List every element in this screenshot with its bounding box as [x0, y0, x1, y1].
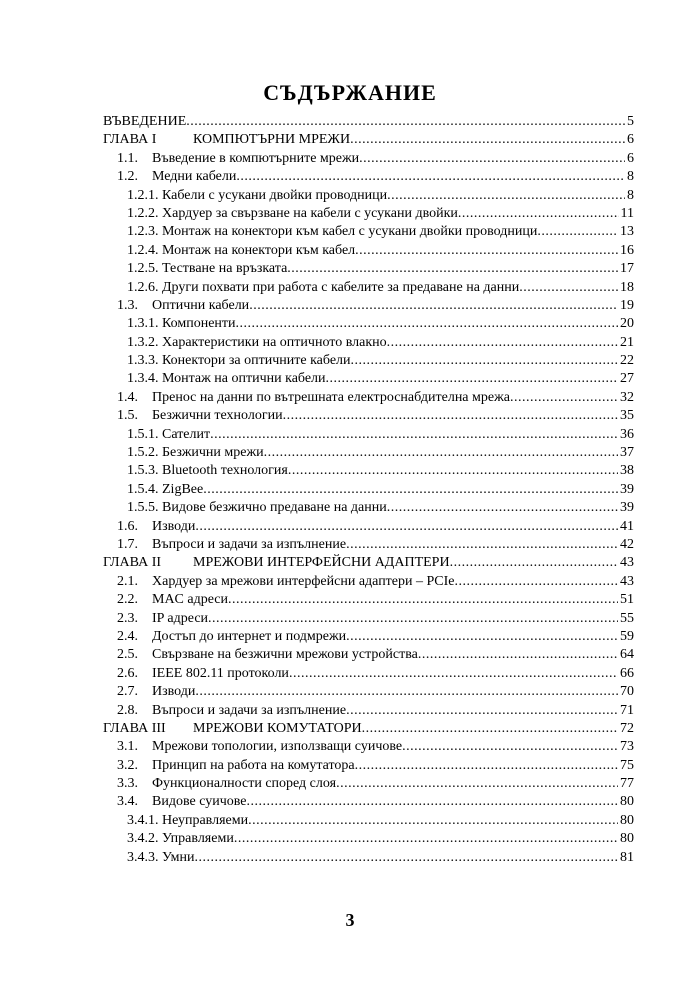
toc-entry-title [117, 738, 634, 756]
toc-entry-text: Въпроси и задачи за изпълнение [152, 702, 347, 718]
toc-entry[interactable] [100, 591, 634, 609]
toc-entry-title [127, 260, 634, 278]
toc-entry[interactable] [100, 610, 634, 628]
toc-entry-number: 1.7. [117, 536, 138, 552]
toc-entry-title [117, 665, 634, 683]
toc-entry-text: ВЪВЕДЕНИЕ [103, 114, 187, 129]
toc-entry-title [127, 352, 634, 370]
toc-entry-text: Тестване на връзката [162, 261, 288, 277]
toc-entry-title [117, 407, 634, 425]
toc-entry-number: 3.4.3. [127, 849, 159, 865]
toc-entry[interactable] [100, 812, 634, 830]
toc-entry-number: 2.7. [117, 684, 138, 700]
toc-entry-page: 39 [618, 499, 634, 517]
toc-entry-page: 20 [618, 315, 634, 333]
toc-entry-page: 72 [618, 720, 634, 738]
toc-entry-title [127, 481, 634, 499]
toc-entry-title [117, 775, 634, 793]
toc-entry-page: 70 [618, 683, 634, 701]
toc-entry-title [127, 334, 634, 352]
toc-entry[interactable] [100, 830, 634, 848]
toc-entry[interactable] [100, 168, 634, 186]
toc-entry[interactable] [100, 297, 634, 315]
toc-entry-number: 2.2. [117, 592, 138, 608]
toc-entry-title [117, 389, 634, 407]
toc-entry-page: 43 [618, 573, 634, 591]
toc-entry-title [127, 830, 634, 848]
toc-entry-title [117, 683, 634, 701]
toc-entry-text: ZigBee [162, 481, 204, 497]
toc-entry-title [127, 849, 634, 867]
toc-entry-text: MAC адреси [152, 592, 229, 608]
toc-entry[interactable] [100, 260, 634, 278]
toc-entry-page: 16 [618, 242, 634, 260]
toc-entry[interactable] [100, 849, 634, 867]
toc-entry-text: Компоненти [162, 316, 236, 332]
toc-entry-text: Други похвати при работа с кабелите за предаване на данни [162, 279, 520, 295]
toc-entry-title [127, 812, 634, 830]
toc-entry-number: 1.3.3. [127, 353, 159, 369]
toc-entry-text: Неуправляеми [162, 812, 249, 828]
toc-entry-number: 1.2.6. [127, 279, 159, 295]
toc-entry-text: Свързване на безжични мрежови устройства [152, 647, 418, 663]
toc-entry-title [127, 205, 634, 223]
toc-entry-number: 1.5.3. [127, 463, 159, 479]
toc-entry-text: Безжични технологии [152, 408, 283, 424]
toc-entry-text: Достъп до интернет и подмрежи [152, 628, 347, 644]
toc-entry-title [127, 499, 634, 517]
toc-entry-title [117, 536, 634, 554]
toc-entry-text: КОМПЮТЪРНИ МРЕЖИ [193, 132, 351, 148]
toc-entry-number: 1.5.5. [127, 500, 159, 516]
toc-entry[interactable] [100, 554, 634, 572]
toc-entry-page: 36 [618, 426, 634, 444]
toc-entry-title [117, 793, 634, 811]
toc-entry[interactable] [100, 738, 634, 756]
toc-entry-text: Функционалности според слоя [152, 776, 337, 792]
toc-entry-text: Монтаж на оптични кабели [162, 371, 326, 387]
toc-entry-page: 64 [618, 646, 634, 664]
toc-entry-number: 3.4.2. [127, 831, 159, 847]
toc-entry-text: Пренос на данни по вътрешната електроснабдителна мрежа [152, 389, 510, 405]
toc-entry-number: 1.3.2. [127, 334, 159, 350]
page-title: СЪДЪРЖАНИЕ [263, 80, 437, 105]
toc-entry[interactable] [100, 481, 634, 499]
toc-entry[interactable] [100, 646, 634, 664]
toc-entry-page: 66 [618, 665, 634, 683]
toc-entry-number: 1.3.4. [127, 371, 159, 387]
toc-entry-number: 2.5. [117, 647, 138, 663]
toc-entry-page: 43 [618, 554, 634, 572]
toc-entry-title [103, 131, 634, 149]
toc-entry-text: Управляеми [162, 831, 234, 847]
toc-entry[interactable] [100, 536, 634, 554]
toc-entry-number: 1.2.1. [127, 187, 159, 203]
toc-entry-number: 1.1. [117, 150, 138, 166]
toc-entry-number: 3.3. [117, 776, 138, 792]
toc-entry-title [127, 426, 634, 444]
toc-entry-title [103, 720, 634, 738]
toc-entry-page: 51 [618, 591, 634, 609]
toc-entry-title [103, 113, 634, 131]
toc-entry-page: 35 [618, 407, 634, 425]
toc-entry-number: 1.2.2. [127, 205, 159, 221]
toc-entry[interactable] [100, 205, 634, 223]
toc-entry-page: 77 [618, 775, 634, 793]
toc-entry-number: 1.5.1. [127, 426, 159, 442]
toc-entry[interactable] [100, 370, 634, 388]
toc-entry-title [117, 628, 634, 646]
toc-entry-text: Изводи [152, 684, 196, 700]
toc-entry-text: Медни кабели [152, 169, 237, 185]
toc-entry-text: Характеристики на оптичното влакно [162, 334, 387, 350]
toc-entry-number: 2.6. [117, 665, 138, 681]
toc-entry-number: 1.5.4. [127, 481, 159, 497]
toc-entry-title [127, 187, 634, 205]
toc-entry-title [127, 242, 634, 260]
toc-entry-text: Монтаж на конектори към кабел с усукани двойки проводници [162, 224, 538, 240]
toc-entry-number: 3.1. [117, 739, 138, 755]
toc-entry[interactable] [100, 573, 634, 591]
toc-entry-number: 1.3.1. [127, 316, 159, 332]
toc-entry-title [127, 370, 634, 388]
toc-entry-page: 73 [618, 738, 634, 756]
toc-entry-page: 19 [618, 297, 634, 315]
toc-entry-number: 1.2.3. [127, 224, 159, 240]
toc-entry[interactable] [100, 113, 634, 131]
toc-entry-page: 39 [618, 481, 634, 499]
toc-entry-text: IP адреси [152, 610, 209, 626]
toc-entry-number: 1.5.2. [127, 445, 159, 461]
toc-entry-number: 2.3. [117, 610, 138, 626]
page-number: 3 [345, 910, 355, 930]
toc-entry[interactable] [100, 279, 634, 297]
toc-entry-title [117, 702, 634, 720]
toc-entry-page: 80 [618, 812, 634, 830]
toc-entry-number: 1.4. [117, 389, 138, 405]
toc-entry-title [117, 591, 634, 609]
toc-entry-text: Мрежови топологии, използващи суичове [152, 739, 403, 755]
toc-entry-title [127, 444, 634, 462]
toc-entry[interactable] [100, 426, 634, 444]
toc-entry-page: 59 [618, 628, 634, 646]
toc-entry-number: 3.2. [117, 757, 138, 773]
toc-entry-title [127, 223, 634, 241]
toc-entry[interactable] [100, 683, 634, 701]
toc-entry-page: 22 [618, 352, 634, 370]
toc-entry[interactable] [100, 665, 634, 683]
toc-entry[interactable] [100, 518, 634, 536]
table-of-contents [100, 113, 634, 867]
toc-entry[interactable] [100, 187, 634, 205]
toc-entry[interactable] [100, 499, 634, 517]
toc-entry-page: 27 [618, 370, 634, 388]
toc-entry-page: 11 [619, 205, 634, 223]
toc-entry[interactable] [100, 462, 634, 480]
toc-entry-title [117, 610, 634, 628]
toc-entry-text: Въпроси и задачи за изпълнение [152, 536, 347, 552]
toc-entry[interactable] [100, 407, 634, 425]
toc-entry-page: 75 [618, 757, 634, 775]
toc-entry-page: 6 [625, 150, 634, 168]
toc-entry[interactable] [100, 702, 634, 720]
toc-entry-number: 1.2. [117, 169, 138, 185]
toc-entry-title [127, 462, 634, 480]
toc-entry-text: Конектори за оптичните кабели [162, 353, 351, 369]
toc-entry[interactable] [100, 315, 634, 333]
toc-entry-page: 42 [618, 536, 634, 554]
toc-entry-title [103, 554, 634, 572]
toc-entry-text: МРЕЖОВИ КОМУТАТОРИ [193, 720, 362, 736]
toc-entry-text: Безжични мрежи [162, 445, 264, 461]
toc-entry-title [117, 150, 634, 168]
toc-entry-number: ГЛАВА I [103, 132, 157, 148]
toc-entry-page: 8 [625, 187, 634, 205]
toc-entry-text: Bluetooth технология [162, 463, 288, 479]
toc-entry-number: 2.1. [117, 573, 138, 589]
toc-entry-page: 81 [618, 849, 634, 867]
toc-entry-page: 21 [618, 334, 634, 352]
toc-entry-number: ГЛАВА III [103, 720, 166, 736]
toc-entry[interactable] [100, 223, 634, 241]
toc-entry[interactable] [100, 242, 634, 260]
toc-entry-page: 8 [625, 168, 634, 186]
toc-entry-page: 32 [618, 389, 634, 407]
toc-entry-text: Монтаж на конектори към кабел [162, 242, 356, 258]
toc-entry-title [127, 315, 634, 333]
toc-entry-text: МРЕЖОВИ ИНТЕРФЕЙСНИ АДАПТЕРИ [193, 555, 450, 571]
toc-entry-page: 6 [625, 131, 634, 149]
toc-entry-number: 3.4.1. [127, 812, 159, 828]
toc-entry-number: ГЛАВА II [103, 555, 162, 571]
toc-entry-page: 17 [618, 260, 634, 278]
toc-entry-title [117, 646, 634, 664]
toc-entry[interactable] [100, 775, 634, 793]
toc-entry-number: 1.2.4. [127, 242, 159, 258]
toc-entry[interactable] [100, 131, 634, 149]
toc-entry-text: IEEE 802.11 протоколи [152, 665, 289, 681]
toc-entry[interactable] [100, 628, 634, 646]
toc-entry-page: 37 [618, 444, 634, 462]
toc-entry-text: Оптични кабели [152, 297, 250, 313]
toc-entry-text: Принцип на работа на комутатора [152, 757, 355, 773]
toc-entry[interactable] [100, 389, 634, 407]
toc-entry-text: Въведение в компютърните мрежи [152, 150, 360, 166]
toc-entry-page: 55 [618, 610, 634, 628]
toc-entry-text: Видове суичове [152, 794, 247, 810]
toc-entry[interactable] [100, 334, 634, 352]
toc-entry-text: Изводи [152, 518, 196, 534]
toc-entry-text: Хардуер за мрежови интерфейсни адаптери – PCIe [152, 573, 455, 589]
toc-entry-page: 5 [625, 113, 634, 131]
toc-entry-text: Видове безжично предаване на данни [162, 500, 387, 516]
toc-entry[interactable] [100, 352, 634, 370]
toc-entry[interactable] [100, 150, 634, 168]
toc-entry-number: 2.8. [117, 702, 138, 718]
toc-entry-title [117, 573, 634, 591]
toc-entry-number: 3.4. [117, 794, 138, 810]
toc-entry-number: 2.4. [117, 628, 138, 644]
toc-entry-page: 71 [618, 702, 634, 720]
toc-entry-number: 1.2.5. [127, 261, 159, 277]
toc-entry-title [117, 168, 634, 186]
toc-entry-number: 1.3. [117, 297, 138, 313]
toc-entry-page: 80 [618, 793, 634, 811]
toc-entry-number: 1.6. [117, 518, 138, 534]
toc-entry-text: Кабели с усукани двойки проводници [162, 187, 388, 203]
toc-entry-title [127, 279, 634, 297]
toc-entry-page: 38 [618, 462, 634, 480]
toc-entry-text: Сателит [162, 426, 211, 442]
toc-entry[interactable] [100, 757, 634, 775]
toc-entry[interactable] [100, 793, 634, 811]
toc-entry-title [117, 757, 634, 775]
toc-entry-page: 41 [618, 518, 634, 536]
toc-entry-title [117, 518, 634, 536]
toc-entry-page: 13 [618, 223, 634, 241]
toc-entry-number: 1.5. [117, 408, 138, 424]
toc-entry-page: 18 [618, 279, 634, 297]
toc-entry-text: Умни [162, 849, 195, 865]
toc-entry-page: 80 [618, 830, 634, 848]
toc-entry[interactable] [100, 720, 634, 738]
toc-entry[interactable] [100, 444, 634, 462]
toc-entry-title [117, 297, 634, 315]
toc-entry-text: Хардуер за свързване на кабели с усукани двойки [162, 205, 458, 221]
